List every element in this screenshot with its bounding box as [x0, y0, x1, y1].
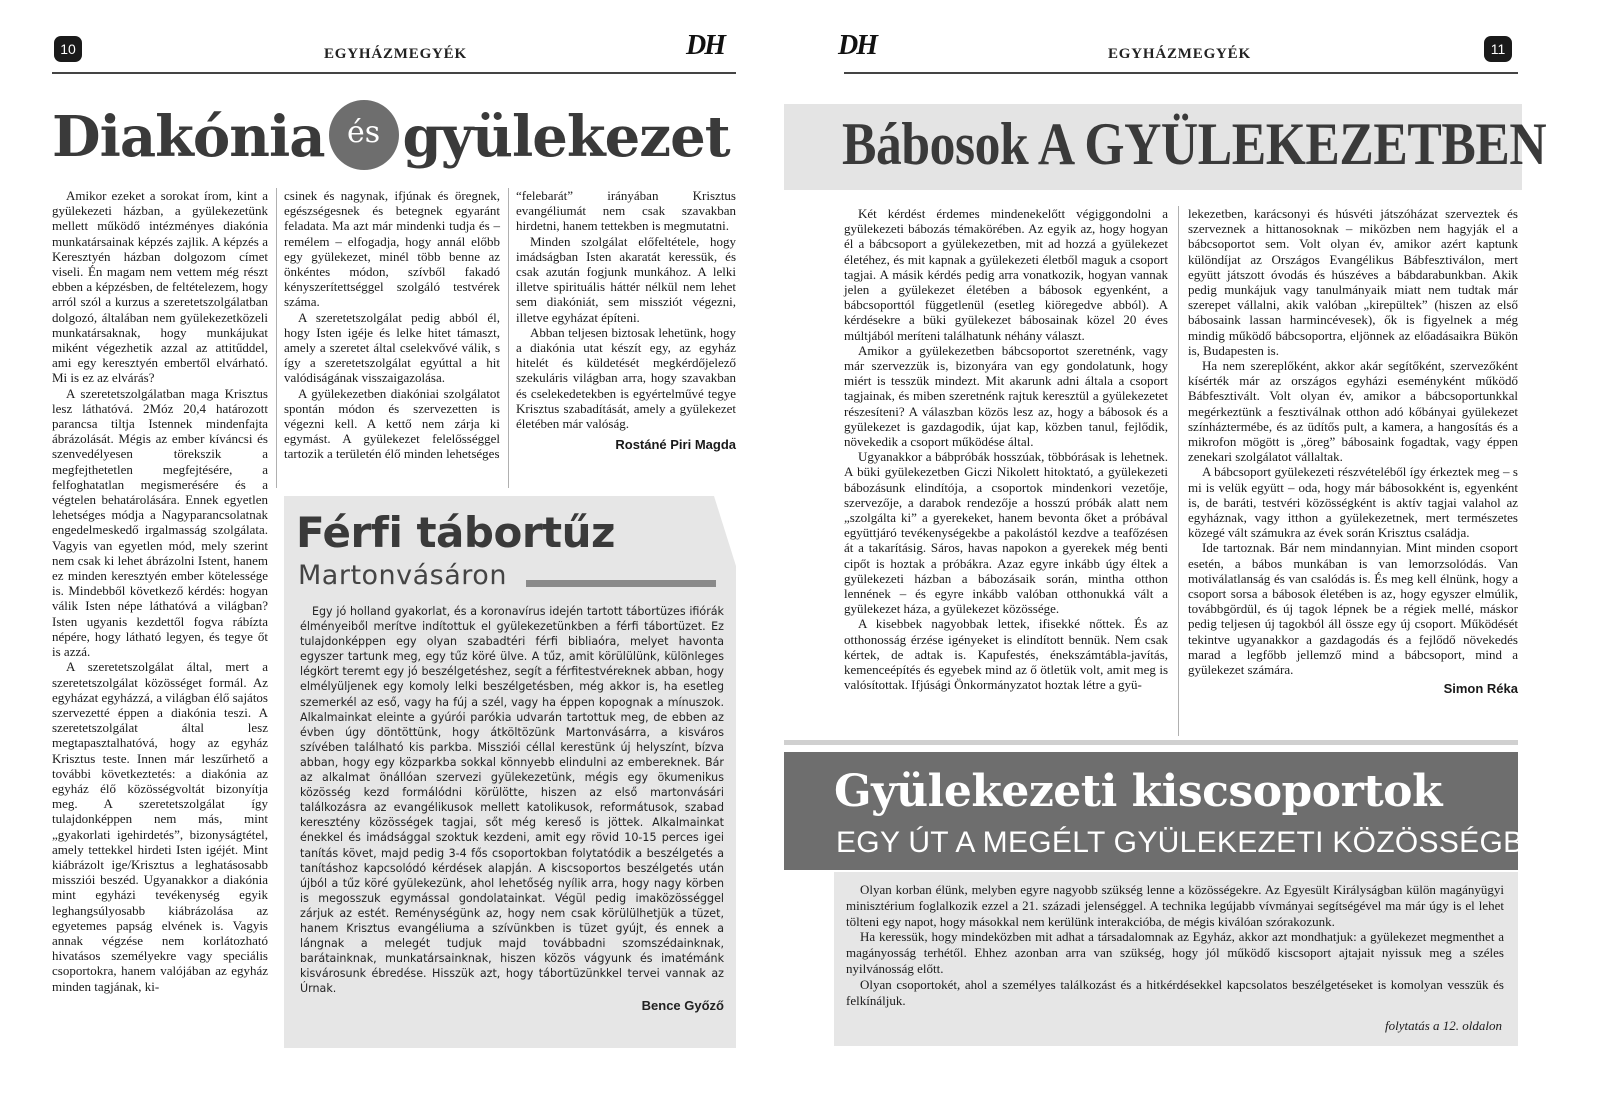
page-number-left: 10 — [54, 36, 82, 62]
paragraph: A szeretetszolgálat pedig abból él, hogy Isten igéje és lelke hitet támaszt, amely a szeretet által cselekvővé válik, s így a szeretetszolgálat egyúttal a hit valódiságának visszaigazolása. — [284, 309, 500, 386]
babosok-author: Simon Réka — [1443, 681, 1518, 697]
paragraph: A bábcsoport gyülekezeti részvételéből így érkeztek meg – s mi is velük együtt – oda, hogy már bábosokként is, egyenként is, de baráti, testvéri közösségként is aktív tagjai valahol az egyháznak, vagy itthon a gyülekezetnek, mert természetes közegé vált számukra az évek során Krisztus családja. — [1188, 464, 1518, 541]
paragraph: Abban teljesen biztosak lehetünk, hogy a diakónia utat készít egy, az egyház hitelét és küldetését megkérdőjelező szekuláris világban arra, hogy szavakban és cselekedetekben is egyértelművé tegye Krisztus szabadítását, amely a gyülekezet életében már valóság. — [516, 324, 736, 432]
diakonia-column-3 — [516, 188, 736, 452]
column-separator — [276, 188, 277, 488]
ferfi-author: Bence Győző — [641, 998, 724, 1014]
paragraph: Ugyanakkor a bábpróbák hosszúak, többórásak is lehetnek. A büki gyülekezetben Giczi Nikolett hitoktató, a gyülekezeti bábozásunk elindítója, a csoportok mindenkori vezetője, szervezője, a darabok rendezője a hosszú próbák alatt nem „szolgálta ki” a gyerekeket, hanem bevonta őket a próbával együttjáró tevékenységekbe a pakolástól kezdve a teafőzésen át a takarításig. Sáros, havas napokon a gyerekek még benti cipőt is hoztak a próbákra. Azaz egyre inkább úgy éltek a gyülekezeti házban a bábozásaik során, mintha otthon lennének – és egyre inkább valóban otthonukká vált a gyülekezet háza, a gyülekezet közössége. — [844, 449, 1168, 617]
paragraph: A szeretetszolgálatban maga Krisztus lesz láthatóvá. 2Móz 20,4 határozott parancsa tiltja Istennek mindenfajta ábrázolását. Mégis az ember kíváncsi és szenvedélyesen törekszik a megfejthetetlen megfejtésére, a felfoghatatlan megismerésére és a végtelen behatárolására. Ennek egyetlen lehetséges módja a Nagyparancsolatnak engedelmeskedő irgalmasság szolgálata. Vagyis van egyetlen mód, mely szerint nem csak ki lehet ábrázolni Istent, hanem ez minden keresztyén ember kötelessége is. Mindebből következő kérdés: hogyan válik Isten népe láthatóvá a világban? Isten ugyanis kezdettől fogva rábízta népére, hogy látható legyen, és tegye őt is azzá. — [52, 385, 268, 660]
title-es-circle: és — [329, 100, 399, 170]
kiscsoport-article-title: Gyülekezeti kiscsoportok — [834, 766, 1442, 817]
dh-logo-left: DH — [686, 30, 724, 61]
header-rule-left — [52, 72, 736, 74]
title-part-diakonia: Diakónia — [52, 104, 325, 170]
diakonia-column-1 — [52, 188, 268, 994]
paragraph: Két kérdést érdemes mindenekelőtt végiggondolni a gyülekezeti bábozás témakörében. Az egyik az, hogy hogyan él a bábcsoport a gyülekezetben, mit ad hozzá a gyülekezet életéhez, és mit kapnak a gyülekezeti életből maguk a csoport tagjai. A másik kérdés pedig arra vonatkozik, hogyan vannak jelen a gyülekezet életében a bábosok egyenként, a bábcsoporttól függetlenül (esetleg kiöregedve abból). A kérdésekre a büki gyülekezet bábosainak közel 20 éves múltjából meríteni találhatunk néhány választ. — [844, 206, 1168, 343]
diakonia-author: Rostáné Piri Magda — [615, 437, 736, 453]
babosok-article-title: Bábosok A GYÜLEKEZETBEN — [842, 111, 1547, 177]
ferfi-article-title: Férfi tábortűz — [296, 508, 615, 557]
kiscsoport-article-body — [846, 882, 1504, 1008]
paragraph: Olyan csoportokét, ahol a személyes találkozást és a hitkérdésekkel kapcsolatos beszélgetéseket is komolyan vesszük és felkínáljuk. — [846, 976, 1504, 1008]
section-title-left: EGYHÁZMEGYÉK — [324, 46, 467, 62]
paragraph: lekezetben, karácsonyi és húsvéti játszóházat szerveztek és szerveznek a hittanosoknak – miközben nem hagyják el a bábcsoportot sem. Volt olyan év, amikor azért kaptunk különdíjat az Országos Evangélikus Bábfesztiválon, mert együtt játszott óvodás és húszéves a bábdarabunkban. Akik pedig munkájuk vagy tanulmányaik miatt nem tudtak már szerepet vállalni, akik valóban „kirepültek” (hiszen az első bábosaink lassan harmincévesek), ők is figyelnek a még mindig működő bábcsoportra, eljönnek az előadásaikra Bükön is, Budapesten is. — [1188, 206, 1518, 358]
paragraph: Ide tartoznak. Bár nem mindannyian. Mint minden csoport esetén, a bábos munkában is van lemorzsolódás. Van motiválatlanság és van csalódás is. És meg kell élnünk, hogy a csoport sorsa a bábosok életében is az, hogy egyszer elmúlik, továbbgördül, és új tagok lépnek be a régiek mellé, máskor pedig teljesen új tagokból áll össze egy új csoport. Működését tekintve ugyanakkor a gazdagodás és a fejlődő növekedés marad a legfőbb jellemző mind a bábcsoport, mind a gyülekezet számára. — [1188, 540, 1518, 678]
ferfi-article-subtitle: Martonvásáron — [298, 560, 507, 591]
paragraph: A gyülekezetben diakóniai szolgálatot spontán módon és szervezetten is végezni kell. A kettő nem zárja ki egymást. A gyülekezet felelősséggel tartozik a területén élő minden lehetséges — [284, 385, 500, 462]
paragraph: Minden szolgálat előfeltétele, hogy imádságban Isten akaratát keressük, és csak azután fogjunk munkához. A lelki illetve spirituális háttér nélkül nem lehet sem diakóniát, sem missziót végezni, illetve egyházat építeni. — [516, 233, 736, 325]
section-title-right: EGYHÁZMEGYÉK — [1108, 46, 1251, 62]
ferfi-article-body — [300, 604, 724, 1014]
subtitle-accent-bar — [526, 580, 716, 587]
header-rule-right — [844, 72, 1518, 74]
paragraph: Ha keressük, hogy mindeközben mit adhat a társadalomnak az Egyház, akkor azt mondhatjuk: a gyülekezet megmenthet a magányosság terhétől. Ehhez azonban arra van szükség, hogy jól működő kiscsoport ajtajait nyissuk meg a széles nyilvánosság előtt. — [846, 929, 1504, 976]
diakonia-column-2 — [284, 188, 500, 462]
paragraph: Amikor a gyülekezetben bábcsoportot szeretnénk, vagy már szervezzük is, bizonyára van egy gondolatunk, hogy miért is tesszük mindezt. Mit akarunk adni általa a csoport tagjainak, és miben szeretnénk rajtuk keresztül a gyülekezetet részesíteni? A válaszban közös lesz az, hogy a bábosok és a gyülekezet is gazdagodik, újat kap, közben tanul, fejlődik, növekedik a csoport működése által. — [844, 342, 1168, 450]
paragraph: Olyan korban élünk, melyben egyre nagyobb szükség lenne a közösségekre. Az Egyesült Királyságban külön magányügyi minisztérium foglalkozik ezzel a 21. századi jelenséggel. A technika legújabb vívmányai segítségével ma már úgy is el lehet tölteni egy napot, hogy másokkal nem kerülünk interakcióba, de mégis kiválóan szórakozunk. — [846, 882, 1504, 929]
column-separator — [1178, 206, 1179, 736]
paragraph: “felebarát” irányában Krisztus evangéliumát nem csak szavakban hirdetni, hanem tettekben is megmutatni. — [516, 188, 736, 234]
paragraph: csinek és nagynak, ifjúnak és öregnek, egészségesnek és betegnek egyaránt feladata. Ma azt már mindenki tudja és – remélem – elfogadja, hogy annál előbb egy gyülekezet, minél több benne az önkéntes módon, szívből fakadó kényszerítettséggel szolgáló testvérek száma. — [284, 188, 500, 310]
column-separator — [508, 188, 509, 488]
diakonia-article-title — [52, 104, 752, 174]
continuation-note: folytatás a 12. oldalon — [1385, 1018, 1502, 1033]
paragraph: Amikor ezeket a sorokat írom, kint a gyülekezeti házban, a gyülekezetünk mellett működő intézményes diakónia munkatársainak képzés zajlik. A képzés a Keresztyén házban dolgozom címet viseli. Én magam nem vettem még részt ebben a képzésben, de feltételezem, hogy arról szól a kurzus a szeretetszolgálatban dolgozó, általában nem gyülekezetközeli munkatársaknak, hogy munkájukat miként végezhetik azzal az attitűddel, ami egy keresztyén embertől elvárható. Mi is ez az elvárás? — [52, 188, 268, 386]
paragraph: Egy jó holland gyakorlat, és a koronavírus idején tartott tábortüzes ifiórák élményeiből merítve indítottuk el gyülekezetünkben a férfi tábortüzet. Ez tulajdonképpen egy olyan szabadtéri férfi bibliaóra, melyet havonta egyszer tartunk meg, egy tűz köré ülve. A tűz, amit körülülünk, különleges légkört teremt egy jó beszélgetéshez, segít a férfitestvéreknek abban, hogy elmélyüljenek egy komoly lelki beszélgetésben, még akkor is, ha esetleg szemerkél az eső, vagy ha fúj a szél, vagy ha éppen kopognak a mínuszok. Alkalmainkat eleinte a gyúrói parókia udvarán tartottuk meg, de ebben az évben úgy döntöttünk, hogy átköltözünk Martonvásárra, a kisváros szívében található kis parkba. Missziói céllal kerestünk új helyszínt, bízva abban, hogy egy közparkba sokkal könnyebb elindulni az embereknek. Bár az alkalmat önállóan szervezi gyülekezetünk, mégis egy ökumenikus közösség kezd formálódni körülötte, hiszen az első martonvásári találkozásra az evangélikusok mellett katolikusok, reformátusok, szabad keresztény közösségek tagjai, sőt még kereső is jöttek. Alkalmainkat énekkel és imádsággal szoktuk kezdeni, amit egy rövid 10-15 perces igei tanítás követ, majd pedig 3-4 fős csoportokban folytatódik a beszélgetés a tanításhoz kapcsolódó kérdések alapján. A kiscsoportos beszélgetés után újból a tűz köré gyülekezünk, ahol lehetőség nyílik arra, hogy nagy körben is megosszuk egymással gondolatainkat. Végül pedig imaközösséggel zárjuk az estét. Reménységünk az, hogy nem csak körülülhetjük a tüzet, hanem Krisztus evangéliuma a szívünkben is tüzet gyújt, és ennek a lángnak a melegét tudjuk majd továbbadni szomszédainknak, barátainknak, munkatársainknak, hiszen közös vágyunk és imatémánk kisvárosunk ébredése. Hisszük azt, hogy tábortüzünkkel tervei vannak az Úrnak. — [300, 605, 724, 996]
dh-logo-right: DH — [838, 30, 876, 61]
page-number-right: 11 — [1484, 36, 1512, 62]
paragraph: A szeretetszolgálat által, mert a szeretetszolgálat közösséget formál. Az egyházat egyházzá, a világban élő sajátos szervezetté éppen a diakónia teszi. A szeretetszolgálat által lesz megtapasztalhatóvá, hogy az egyház Krisztus teste. Innen már leszűrhető a további következtetés: a diakónia az egyház élő közösségvoltát bizonyítja meg. A szeretetszolgálat így tulajdonképpen nem más, mint „gyakorlati igehirdetés”, bizonyságtétel, amely tettekkel hirdeti Isten igéjét. Mint kiábrázolt ige/Krisztus a leghatásosabb missziói beszéd. Ugyanakkor a diakónia mint egyházi tevékenység egyik leghangsúlyosabb kiábrázolása az egyetemes papság elvének is. Vagyis annak végzése nem korlátozható hivatásos személyekre vagy speciális csoportokra, hanem valójában az egyház minden tagjának, ki- — [52, 659, 268, 994]
kiscsoport-top-rule — [784, 740, 1518, 745]
paragraph: A kisebbek nagyobbak lettek, ifisekké nőttek. És az otthonosság érzése igényeket is elindított bennük. Nem csak kértek, de adtak is. Kapufestés, énekszámtábla-javítás, kemenceépítés és egyebek mind az ő ötletük volt, amit meg is valósítottak. Ifjúsági Önkormányzatot hoztak létre a gyü- — [844, 616, 1168, 693]
babosok-column-2 — [1188, 206, 1518, 697]
kiscsoport-article-subtitle: EGY ÚT A MEGÉLT GYÜLEKEZETI KÖZÖSSÉGBE — [836, 826, 1544, 859]
paragraph: Ha nem szereplőként, akkor akár segítőként, szervezőként kísérték már az országos egyházi eseményként működő Bábfesztivált. Volt olyan év, amikor a bábcsoportunkkal megérkeztünk a fesztiválnak otthon adó kőbányai gyülekezet színháztermébe, és az üdítős pult, a kamera, a hangosítás és a mikrofon mögött is „öreg” bábosaink fogadtak, vagy éppen zenekari szolgálatot vállaltak. — [1188, 358, 1518, 465]
title-part-gyulekezet: gyülekezet — [402, 104, 730, 170]
babosok-column-1 — [844, 206, 1168, 693]
